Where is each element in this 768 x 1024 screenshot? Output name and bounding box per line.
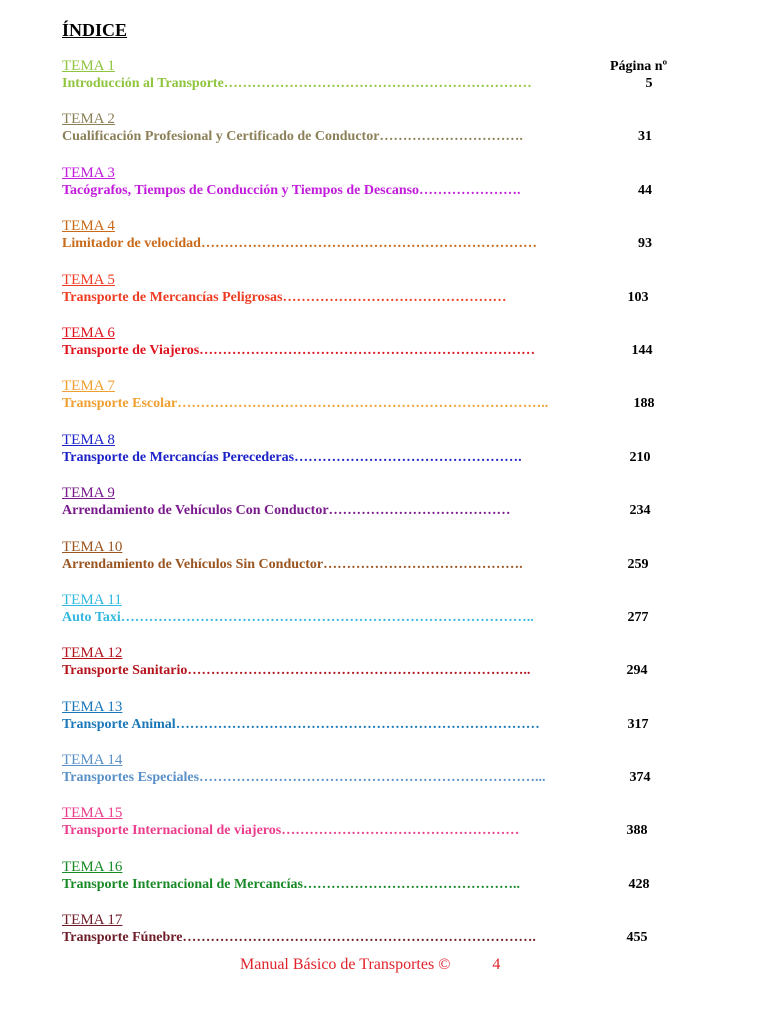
tema-label[interactable]: TEMA 2 <box>62 111 115 128</box>
tema-label[interactable]: TEMA 10 <box>62 538 123 555</box>
entry-page-number: 317 <box>627 716 649 732</box>
toc-entry[interactable] <box>62 804 702 857</box>
footer-text: Manual Básico de Transportes © <box>240 956 451 973</box>
toc-entry[interactable] <box>62 591 702 644</box>
tema-label[interactable]: TEMA 5 <box>62 271 115 288</box>
entry-title: Transportes Especiales………………………………………………………………... <box>62 770 546 786</box>
entry-title: Transporte de Mercancías Peligrosas………………………………………… <box>62 289 507 305</box>
entry-page-number: 388 <box>626 823 648 839</box>
toc-entry[interactable] <box>62 164 702 217</box>
tema-label[interactable]: TEMA 6 <box>62 324 115 341</box>
entry-page-number: 455 <box>626 930 648 946</box>
tema-label[interactable]: TEMA 1 <box>62 58 115 74</box>
toc-entry[interactable] <box>62 431 702 484</box>
tema-label[interactable]: TEMA 11 <box>62 591 122 608</box>
entry-page-number: 428 <box>628 876 650 892</box>
entry-title: Transporte de Mercancías Perecederas…………………………………………. <box>62 449 522 465</box>
entry-title: Transporte Fúnebre…………………………………………………………………. <box>62 930 536 946</box>
entry-title: Arrendamiento de Vehículos Sin Conductor……………………………………. <box>62 556 523 572</box>
toc-entry[interactable] <box>62 377 702 430</box>
tema-label[interactable]: TEMA 7 <box>62 378 115 395</box>
toc-entry[interactable] <box>62 484 702 537</box>
entry-page-number: 210 <box>629 449 651 465</box>
tema-label[interactable]: TEMA 17 <box>62 912 123 929</box>
entry-page-number: 31 <box>638 129 652 145</box>
toc-entry[interactable] <box>62 110 702 163</box>
entry-title: Introducción al Transporte………………………………………………………… <box>62 76 532 91</box>
tema-label[interactable]: TEMA 14 <box>62 752 123 769</box>
entry-page-number: 234 <box>629 503 651 519</box>
entry-title: Cualificación Profesional y Certificado de Conductor…………………………. <box>62 129 523 145</box>
entry-title: Limitador de velocidad……………………………………………………………… <box>62 236 537 252</box>
entry-title: Transporte Escolar…………………………………………………………………….. <box>62 396 549 412</box>
entry-title: Transporte Internacional de Mercancías……………………………………….. <box>62 876 520 892</box>
entry-title: Arrendamiento de Vehículos Con Conductor………………………………… <box>62 503 511 519</box>
toc-entry[interactable] <box>62 858 702 911</box>
tema-label[interactable]: TEMA 15 <box>62 805 123 822</box>
tema-label[interactable]: TEMA 4 <box>62 218 115 235</box>
toc-entry[interactable] <box>62 271 702 324</box>
entry-title: Tacógrafos, Tiempos de Conducción y Tiempos de Descanso…………………. <box>62 182 521 198</box>
entry-page-number: 374 <box>629 770 651 786</box>
table-of-contents <box>62 57 702 965</box>
tema-label[interactable]: TEMA 12 <box>62 645 123 662</box>
tema-label[interactable]: TEMA 9 <box>62 485 115 502</box>
tema-label[interactable]: TEMA 13 <box>62 698 123 715</box>
entry-title: Transporte Sanitario……………………………………………………………….. <box>62 663 531 679</box>
toc-entry[interactable] <box>62 751 702 804</box>
entry-page-number: 277 <box>627 609 649 625</box>
toc-entry[interactable] <box>62 538 702 591</box>
tema-label[interactable]: TEMA 3 <box>62 164 115 181</box>
toc-entry[interactable] <box>62 644 702 697</box>
toc-entry[interactable] <box>62 698 702 751</box>
page-title: ÍNDICE <box>62 20 128 40</box>
entry-page-number: 259 <box>627 556 649 572</box>
entry-page-number: 44 <box>638 182 652 198</box>
page-number-column-header: Página nº <box>610 59 668 74</box>
entry-title: Transporte Internacional de viajeros…………………………………………… <box>62 823 520 839</box>
entry-title: Transporte Animal…………………………………………………………………… <box>62 716 540 732</box>
entry-title: Transporte de Viajeros……………………………………………………………… <box>62 342 536 358</box>
toc-entry[interactable] <box>62 217 702 270</box>
entry-page-number: 188 <box>633 396 655 412</box>
entry-page-number: 5 <box>645 76 653 91</box>
toc-entry[interactable] <box>62 324 702 377</box>
entry-title: Auto Taxi…………………………………………………………………………….. <box>62 609 534 625</box>
footer-page-number: 4 <box>492 956 501 973</box>
page-footer <box>240 955 500 975</box>
toc-entry[interactable] <box>62 57 702 110</box>
tema-label[interactable]: TEMA 8 <box>62 431 115 448</box>
entry-page-number: 103 <box>627 289 649 305</box>
entry-page-number: 294 <box>626 663 648 679</box>
entry-page-number: 93 <box>638 236 652 252</box>
entry-page-number: 144 <box>631 342 653 358</box>
tema-label[interactable]: TEMA 16 <box>62 858 123 875</box>
